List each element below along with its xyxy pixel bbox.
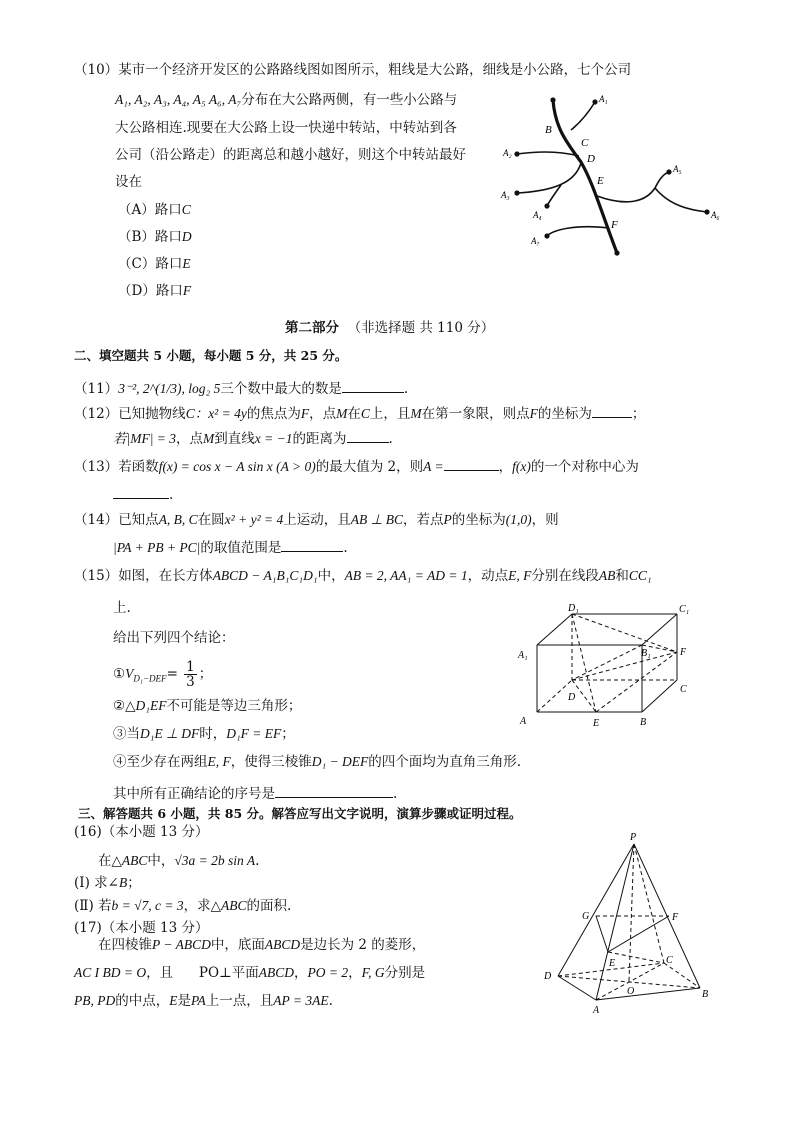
q16-part1: (Ⅰ) 求∠B； (74, 875, 141, 891)
q15-answer-blank[interactable] (275, 783, 393, 798)
q10-main-road (553, 100, 617, 253)
q17-label-d: D (544, 971, 552, 982)
q17-label-p: P (630, 832, 637, 843)
q17-label-e: E (609, 958, 616, 969)
q10-road-a7 (547, 227, 609, 236)
q10-label-a3: A₃ (501, 190, 510, 200)
q10-option-d: （D）路口F (118, 283, 192, 299)
q12-line2: 若|MF| = 3，点M到直线x = −1的距离为 . (113, 428, 393, 449)
q10-label-a1: A₁ (599, 94, 608, 104)
q11-expression: 3⁻², 2^(1/3), log₂ 5 (118, 381, 221, 396)
section3-heading: 三、解答题共 6 小题，共 85 分。解答应写出文字说明，演算步骤或证明过程。 (78, 806, 522, 821)
q10-label-c: C (581, 137, 589, 149)
q14-line1: （14）已知点A, B, C在圆x² + y² = 4上运动，且AB ⊥ BC，若点P的坐标为(1,0)，则 (74, 512, 559, 528)
q10-road-a6 (655, 188, 707, 212)
q15-line1: （15）如图，在长方体ABCD − A₁B₁C₁D₁中，AB = 2, AA₁ = AD = 1，动点E, F分别在线段AB和CC₁ (74, 568, 652, 584)
q10-road-a1 (571, 102, 595, 130)
q15-label-b1: B₁ (641, 648, 651, 659)
q17-line3: PB, PD的中点，E是PA上一点，且AP = 3AE. (74, 993, 333, 1009)
q17-line1: 在四棱锥P − ABCD中，底面ABCD是边长为 2 的菱形， (98, 937, 426, 953)
part2-heading: 第二部分 （非选择题 共 110 分） (285, 320, 495, 336)
q13-line2: . (113, 484, 173, 505)
q15-cuboid-figure (512, 600, 702, 732)
q10-line5: 设在 (115, 174, 142, 190)
q10-option-a: （A）路口C (118, 202, 191, 218)
q15-label-c: C (680, 684, 687, 695)
q10-road-map-figure (495, 88, 735, 263)
q15-label-d: D (568, 692, 576, 703)
q10-line1: （10）某市一个经济开发区的公路路线图如图所示，粗线是大公路，细线是小公路，七个公司 (74, 62, 632, 78)
q15-label-e: E (593, 718, 600, 729)
q15-label-c1: C₁ (679, 604, 690, 615)
q14-answer-blank[interactable] (281, 537, 343, 552)
q17-label-o: O (627, 986, 635, 997)
q10-road-a3 (517, 163, 581, 193)
q11-line: （11）3⁻², 2^(1/3), log₂ 5三个数中最大的数是 . (74, 378, 408, 399)
q17-pyramid-figure (538, 826, 718, 1018)
q14-line2: |PA + PB + PC|的取值范围是 . (113, 537, 348, 558)
q10-road-a5 (597, 172, 669, 202)
q17-label-c: C (666, 955, 673, 966)
q10-option-c: （C）路口E (118, 256, 191, 272)
q10-road-a2 (517, 152, 579, 156)
q10-label-a7: A₇ (531, 236, 540, 246)
q10-label-d: D (587, 153, 595, 165)
q10-label-e: E (597, 175, 604, 187)
q15-conclusion-2: ②△D₁EF不可能是等边三角形； (113, 698, 302, 714)
q10-label-a4: A₄ (533, 210, 542, 220)
q15-line2: 上. (113, 600, 131, 616)
q15-intro: 给出下列四个结论： (113, 630, 235, 646)
q10-label-a6: A₆ (711, 210, 720, 220)
q10-option-b: （B）路口D (118, 229, 192, 245)
q16-part2: (Ⅱ) 若b = √7, c = 3，求△ABC的面积. (74, 898, 292, 914)
q15-label-a: A (520, 716, 527, 727)
q15-conclusion-4: ④至少存在两组E, F，使得三棱锥D₁ − DEF的四个面均为直角三角形. (113, 754, 522, 770)
q10-line3: 大公路相连.现要在大公路上设一快递中转站，中转站到各 (115, 120, 457, 136)
q15-label-d1: D₁ (568, 603, 579, 614)
q16-stem: 在△ABC中，√3a = 2b sin A. (98, 853, 260, 869)
q10-label-a5: A₅ (673, 164, 682, 174)
q15-label-f: F (680, 647, 687, 658)
q12-answer-blank-1[interactable] (592, 403, 632, 418)
q12-line1: （12）已知抛物线C：x² = 4y的焦点为F，点M在C上，且M在第一象限，则点F的坐标为 ； (74, 403, 645, 424)
q10-label-f: F (611, 219, 618, 231)
q17-label-b: B (702, 989, 709, 1000)
q12-answer-blank-2[interactable] (347, 428, 389, 443)
q10-label-b: B (545, 124, 552, 136)
q13-line1: （13）若函数f(x) = cos x − A sin x (A > 0)的最大值为 2，则A = ，f(x)的一个对称中心为 (74, 456, 639, 477)
q15-ask: 其中所有正确结论的序号是 . (113, 783, 397, 804)
q15-conclusion-3: ③当D₁E ⊥ DF时，D₁F = EF； (113, 726, 295, 742)
q10-line4: 公司（沿公路走）的距离总和越小越好，则这个中转站最好 (115, 147, 466, 163)
q17-line2: AC I BD = O，且 PO⊥平面ABCD，PO = 2，F, G分别是 (74, 965, 426, 981)
q13-answer-blank-1[interactable] (444, 456, 499, 471)
q11-answer-blank[interactable] (342, 378, 404, 393)
q15-label-b: B (640, 717, 647, 728)
q17-header: (17)（本小题 13 分） (74, 920, 209, 936)
q10-line2: A₁, A₂, A₃, A₄, A₅ A₆, A₇分布在大公路两侧，有一些小公路与 (115, 92, 458, 108)
q17-label-a: A (593, 1005, 600, 1016)
q16-header: (16)（本小题 13 分） (74, 824, 209, 840)
section2-heading: 二、填空题共 5 小题，每小题 5 分，共 25 分。 (74, 348, 348, 363)
q17-label-g: G (582, 911, 590, 922)
q15-label-a1: A₁ (518, 650, 528, 661)
q15-conclusion-1: $①V_{D_1-DEF}=$ $\frac{1}{3}$ ； (113, 659, 213, 690)
q10-label-a2: A₂ (503, 148, 512, 158)
q17-label-f: F (672, 912, 679, 923)
q13-answer-blank-2[interactable] (113, 484, 169, 499)
